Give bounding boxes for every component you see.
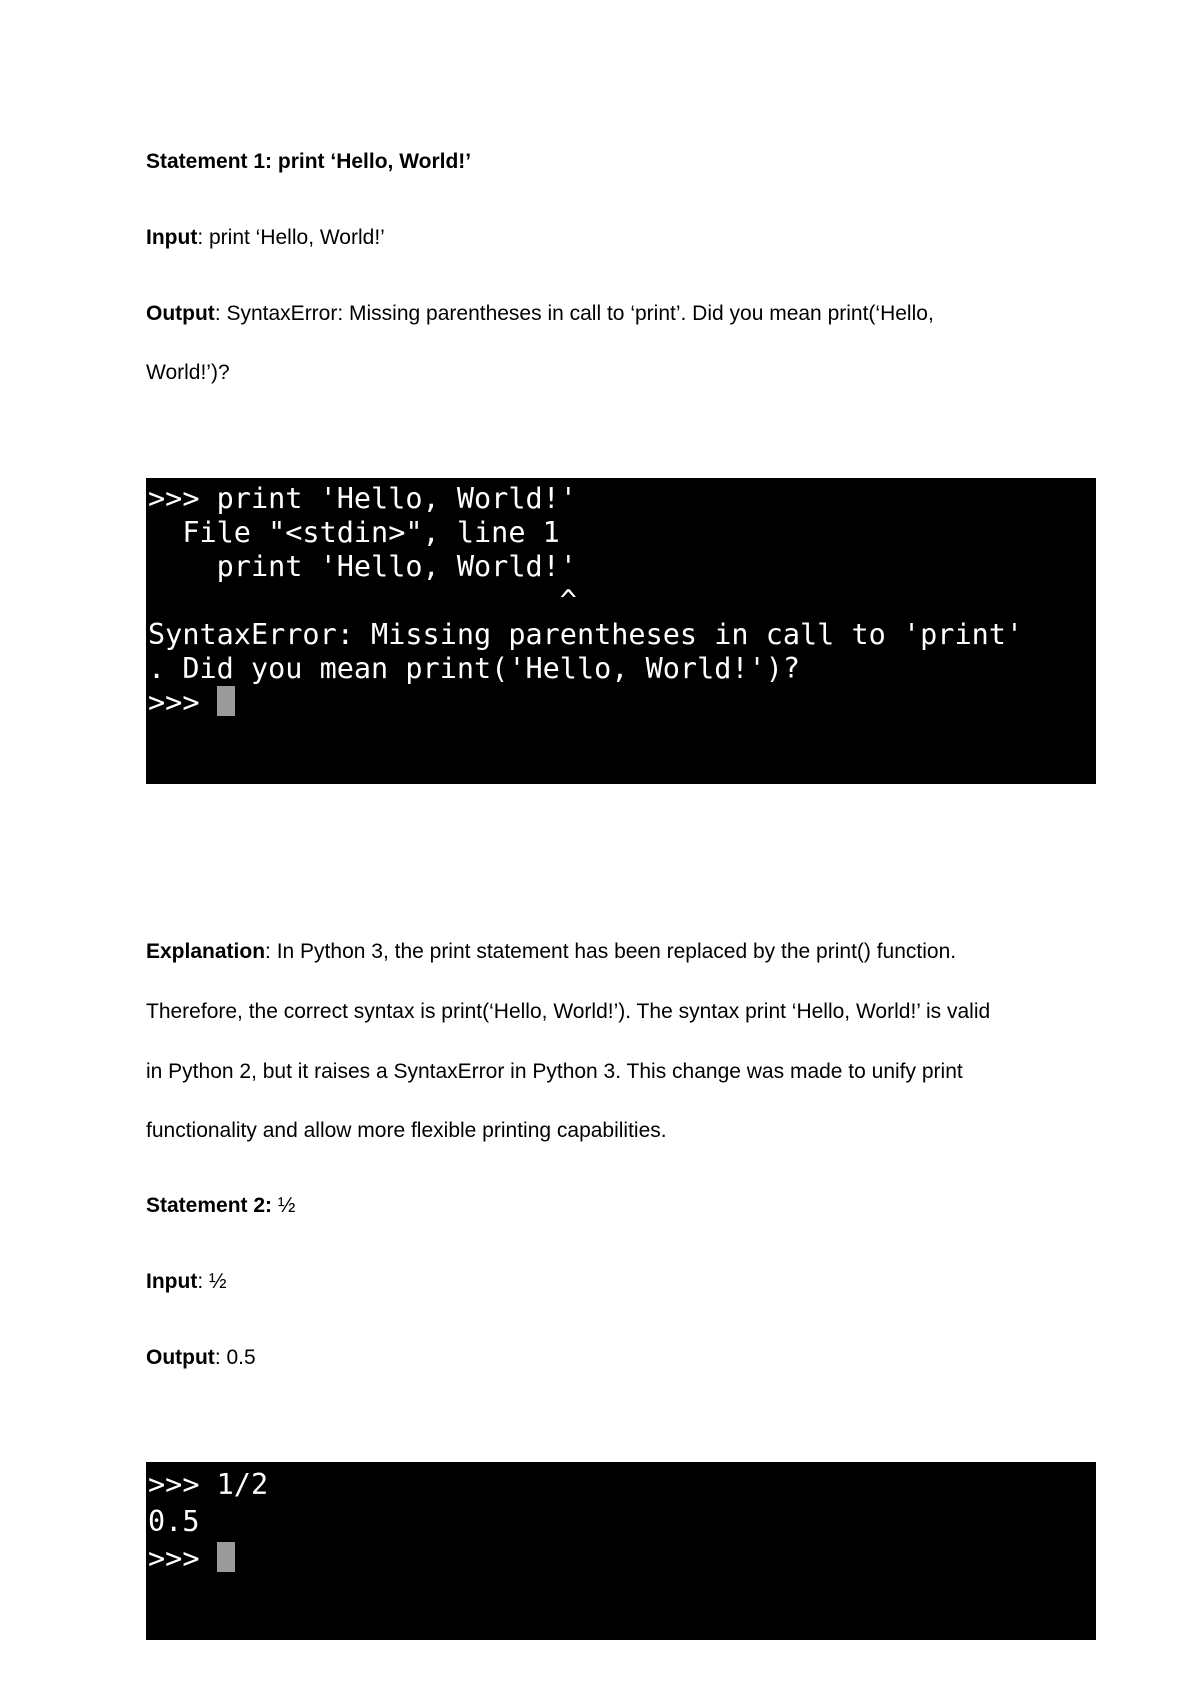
cursor-block [217,686,235,716]
console-prompt: >>> [148,1542,217,1575]
statement1-output [146,300,934,328]
statement1-output-cont: World!’)? [146,361,230,384]
output-label: Output [146,302,215,325]
explanation-text: : In Python 3, the print statement has been replaced by the print() function. [265,940,957,963]
console-line: SyntaxError: Missing parentheses in call to 'print' [148,618,1024,651]
output-label: Output [146,1346,215,1369]
input-value: : ½ [197,1270,227,1293]
python-console-screenshot-2 [146,1462,1096,1640]
input-value: : print ‘Hello, World!’ [197,226,385,249]
python-console-screenshot-1 [146,478,1096,784]
statement2-output [146,1344,256,1372]
explanation-line4: functionality and allow more flexible printing capabilities. [146,1119,667,1142]
input-label: Input [146,226,198,249]
console-prompt: >>> [148,686,217,719]
statement1-heading: Statement 1: print ‘Hello, World!’ [146,150,472,173]
input-label: Input [146,1270,198,1293]
console-prompt-line [148,1540,1096,1577]
console-line: ^ [148,584,577,617]
statement1-input [146,224,385,252]
console-line: . Did you mean print('Hello, World!')? [148,652,801,685]
explanation-line2: Therefore, the correct syntax is print(‘Hello, World!’). The syntax print ‘Hello, World!’ is valid [146,1000,991,1023]
console-prompt-line [148,686,1096,720]
explanation-line1 [146,938,956,966]
statement2-heading [146,1192,295,1220]
statement2-label: Statement 2: [146,1194,273,1217]
output-value-line1: : SyntaxError: Missing parentheses in call to ‘print’. Did you mean print(‘Hello, [214,302,934,325]
explanation-label: Explanation [146,940,266,963]
console-line: File "<stdin>", line 1 [148,516,560,549]
console-line: print 'Hello, World!' [148,550,577,583]
output-value: : 0.5 [214,1346,256,1369]
console-line: 0.5 [148,1505,200,1538]
statement2-input [146,1268,227,1296]
explanation-line3: in Python 2, but it raises a SyntaxError in Python 3. This change was made to unify print [146,1060,963,1083]
cursor-block [217,1542,235,1572]
console-line: >>> 1/2 [148,1468,269,1501]
statement2-value: ½ [272,1194,296,1217]
console-line: >>> print 'Hello, World!' [148,482,577,515]
